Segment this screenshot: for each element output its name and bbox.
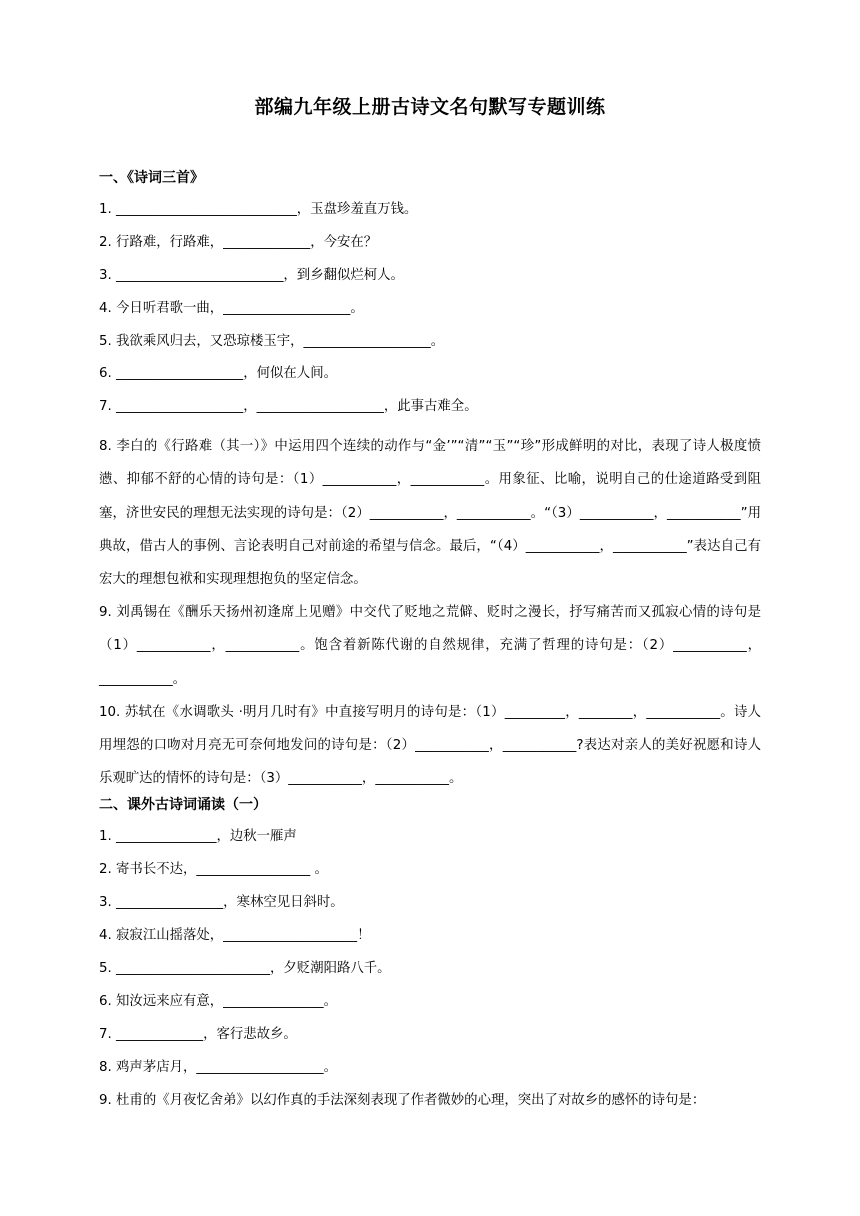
section-heading-2: 二、课外古诗词诵读（一） <box>99 797 267 814</box>
section-heading-1: 一、《诗词三首》 <box>99 170 204 186</box>
question-2-7: 7. _____________，客行悲故乡。 <box>99 1026 297 1042</box>
question-1-6: 6. ___________________，何似在人间。 <box>99 366 337 382</box>
question-2-2: 2. 寄书长不达，_________________ 。 <box>99 862 328 878</box>
question-1-4: 4. 今日听君歌一曲，___________________。 <box>99 300 364 316</box>
question-2-8: 8. 鸡声茅店月，___________________。 <box>99 1059 337 1075</box>
question-1-9: 9. 刘禹锡在《酬乐天扬州初逢席上见赠》中交代了贬地之荒僻、贬时之漫长，抒写痛苦而又孤寂心情的诗句是（1）___________，___________。饱含着新陈代谢的自然规律，充满了哲理的诗句是：（2）___________，___________。 <box>99 605 761 687</box>
question-1-8: 8. 李白的《行路难（其一）》中运用四个连续的动作与“金’”“清”“玉”“珍”形成鲜明的对比，表现了诗人极度愤懑、抑郁不舒的心情的诗句是：（1）___________，___________。用象征、比喻，说明自己的仕途道路受到阻塞，济世安民的理想无法实现的诗句是：（2）___________，___________。“（3）___________，___________”用典故，借古人的事例、言论表明自己对前途的希望与信念。最后，“（4）___________，___________”表达自己有宏大的理想包袱和实现理想抱负的坚定信念。 <box>99 439 761 588</box>
question-2-5: 5. _______________________，夕贬潮阳路八千。 <box>99 961 391 977</box>
question-1-7: 7. ___________________，___________________，此事古难全。 <box>99 399 478 415</box>
question-2-4: 4. 寂寂江山摇落处，____________________！ <box>99 928 371 944</box>
question-2-3: 3. ________________，寒林空见日斜时。 <box>99 895 344 911</box>
question-2-9: 9. 杜甫的《月夜忆舍弟》以幻作真的手法深刻表现了作者微妙的心理，突出了对故乡的感怀的诗句是： <box>99 1092 706 1108</box>
question-2-6: 6. 知汝远来应有意，_______________。 <box>99 993 337 1009</box>
question-1-10: 10. 苏轼在《水调歌头 ·明月几时有》中直接写明月的诗句是：（1）_________，________，___________。诗人用埋怨的口吻对月亮无可奈何地发问的诗句是：（2）___________，___________?表达对亲人的美好祝愿和诗人乐观旷达的情怀的诗句是：（3）___________，___________。 <box>99 704 761 787</box>
question-1-3: 3. _________________________，到乡翻似烂柯人。 <box>99 267 404 283</box>
question-1-2: 2. 行路难，行路难，_____________，今安在？ <box>99 234 378 250</box>
question-2-1: 1. _______________，边秋一雁声 <box>99 829 297 845</box>
document-content <box>99 168 761 1123</box>
question-1-5: 5. 我欲乘风归去，又恐琼楼玉宇，___________________。 <box>99 333 445 349</box>
document-title: 部编九年级上册古诗文名句默写专题训练 <box>254 96 606 118</box>
question-1-1: 1. ___________________________，玉盘珍羞直万钱。 <box>99 202 418 217</box>
